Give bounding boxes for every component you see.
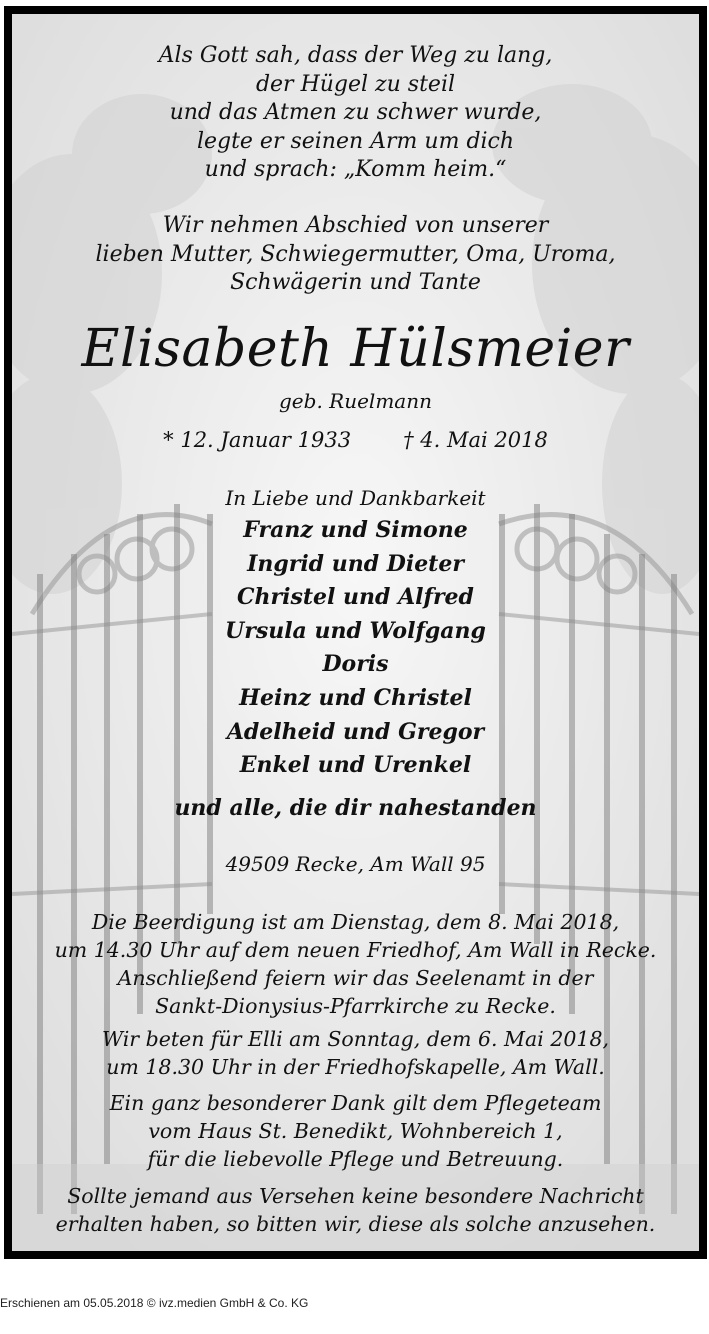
poem-line: legte er seinen Arm um dich (196, 128, 515, 154)
all-mourners-line: und alle, die dir nahestanden (174, 795, 537, 821)
prayer-info (12, 1025, 699, 1081)
birth-name: geb. Ruelmann (279, 389, 432, 413)
prayer-line: um 18.30 Uhr in der Friedhofskapelle, Am Wall. (106, 1055, 605, 1079)
intro-line: Wir nehmen Abschied von unserer (162, 213, 549, 238)
mourner-entry: Ingrid und Dieter (247, 550, 464, 577)
mourner-entry: Heinz und Christel (239, 684, 472, 711)
notice-line: Sollte jemand aus Versehen keine besondere Nachricht (67, 1184, 644, 1208)
mourners-list (12, 514, 699, 783)
funeral-info (12, 908, 699, 1020)
intro-line: Schwägerin und Tante (230, 270, 481, 295)
funeral-line: Anschließend feiern wir das Seelenamt in der (117, 966, 594, 990)
notice-note (12, 1182, 699, 1238)
funeral-line: Die Beerdigung ist am Dienstag, dem 8. Mai 2018, (91, 910, 620, 934)
deceased-name: Elisabeth Hülsmeier (81, 319, 630, 379)
prayer-line: Wir beten für Elli am Sonntag, dem 6. Mai 2018, (101, 1027, 610, 1051)
address: 49509 Recke, Am Wall 95 (225, 852, 486, 876)
obituary-notice (4, 6, 707, 1259)
publication-footer: Erschienen am 05.05.2018 © ivz.medien GmbH & Co. KG (0, 1296, 309, 1310)
mourner-entry: Adelheid und Gregor (226, 718, 485, 745)
intro-line: lieben Mutter, Schwiegermutter, Oma, Uroma, (95, 241, 616, 267)
mourner-entry: Enkel und Urenkel (239, 752, 472, 779)
death-date: † 4. Mai 2018 (403, 428, 548, 452)
mourner-entry: Doris (322, 651, 389, 678)
thanks-note (12, 1089, 699, 1173)
life-dates (12, 426, 699, 454)
funeral-line: um 14.30 Uhr auf dem neuen Friedhof, Am Wall in Recke. (54, 938, 657, 962)
love-line: In Liebe und Dankbarkeit (225, 486, 486, 510)
thanks-line: Ein ganz besonderer Dank gilt dem Pflegeteam (109, 1091, 602, 1115)
mourner-entry: Ursula und Wolfgang (225, 617, 486, 644)
poem-line: und das Atmen zu schwer wurde, (169, 100, 542, 125)
birth-date: * 12. Januar 1933 (163, 428, 352, 452)
thanks-line: vom Haus St. Benedikt, Wohnbereich 1, (148, 1119, 563, 1143)
poem (12, 42, 699, 185)
poem-line: Als Gott sah, dass der Weg zu lang, (158, 43, 553, 68)
notice-line: erhalten haben, so bitten wir, diese als solche anzusehen. (55, 1212, 656, 1236)
thanks-line: für die liebevolle Pflege und Betreuung. (147, 1147, 564, 1171)
poem-line: der Hügel zu steil (255, 71, 456, 97)
mourner-entry: Christel und Alfred (237, 584, 474, 611)
funeral-line: Sankt-Dionysius-Pfarrkirche zu Recke. (155, 994, 556, 1018)
poem-line: und sprach: „Komm heim.“ (204, 157, 507, 182)
farewell-intro (12, 212, 699, 298)
mourner-entry: Franz und Simone (243, 517, 468, 543)
